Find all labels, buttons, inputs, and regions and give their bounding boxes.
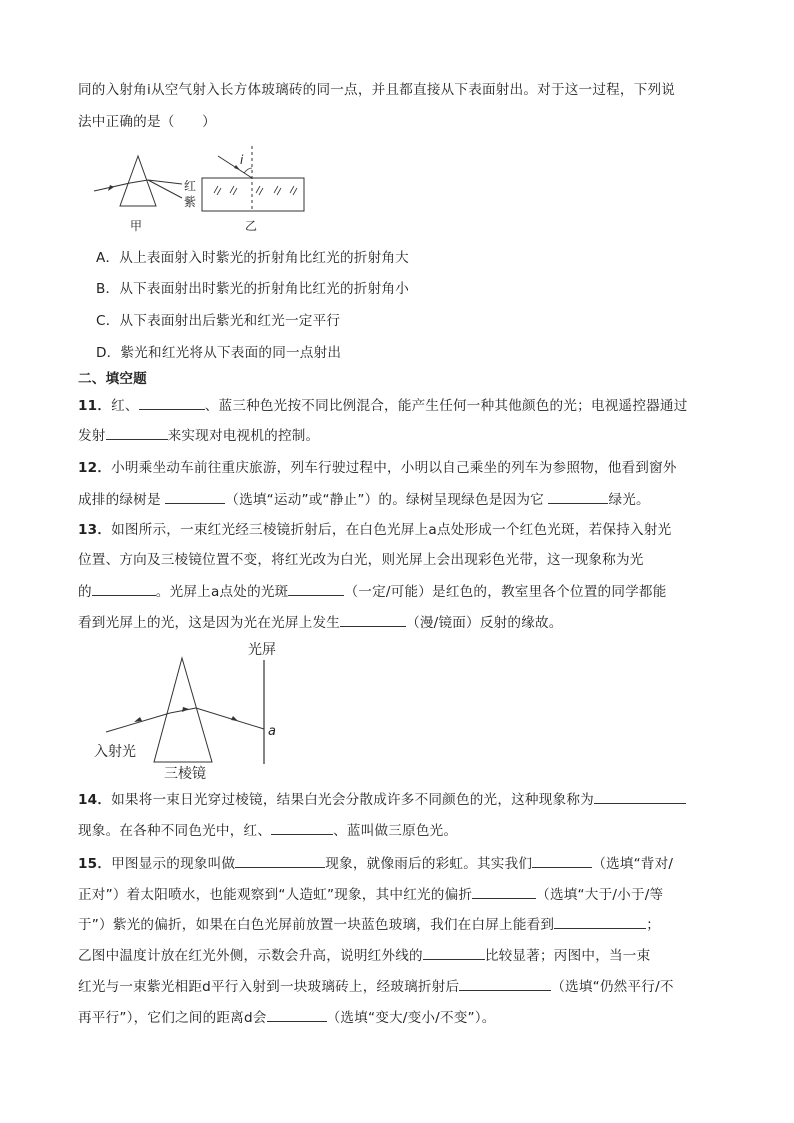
label-prism: 三棱镜 — [164, 766, 206, 782]
q14-line2: 现象。在各种不同色光中，红、 、蓝叫做三原色光。 — [78, 823, 458, 839]
q15-blank1[interactable] — [235, 854, 325, 868]
q14-blank1[interactable] — [594, 790, 686, 804]
q15-line5: 红光与一束紫光相距d平行入射到一块玻璃砖上，经玻璃折射后 （选填“仍然平行/不 — [78, 979, 674, 995]
label-i: i — [240, 153, 244, 167]
q15-blank7[interactable] — [267, 1008, 327, 1022]
q11-number: 11． — [78, 398, 112, 414]
q13-line1: 13．如图所示，一束红光经三棱镜折射后，在白色光屏上a点处形成一个红色光斑，若保持入射光 — [78, 522, 672, 538]
q13-line2: 位置、方向及三棱镜位置不变，将红光改为白光，则光屏上会出现彩色光带，这一现象称为光 — [78, 552, 644, 568]
q15-line6: 再平行”），它们之间的距离d会 （选填“变大/变小/不变”）。 — [78, 1010, 496, 1026]
q12-number: 12． — [78, 460, 112, 476]
q12-line1: 12．小明乘坐动车前往重庆旅游，列车行驶过程中，小明以自己乘坐的列车为参照物，他看到窗外 — [78, 460, 677, 476]
q13-blank3[interactable] — [340, 613, 406, 627]
q15-line4: 乙图中温度计放在红光外侧，示数会升高，说明红外线的 比较显著；丙图中，当一束 — [78, 948, 651, 964]
q10-figure — [90, 142, 320, 242]
incident-ray — [106, 713, 170, 732]
q15-blank2[interactable] — [532, 854, 592, 868]
q12-line2: 成排的绿树是 （选填“运动”或“静止”）的。绿树呈现绿色是因为它 绿光。 — [78, 492, 650, 508]
q15-blank6[interactable] — [459, 977, 551, 991]
red-ray — [148, 180, 182, 184]
label-incident: 入射光 — [94, 744, 136, 760]
q15-blank3[interactable] — [472, 885, 536, 899]
q13-line3: 的 。光屏上a点处的光斑 （一定/可能）是红色的，教室里各个位置的同学都能 — [78, 584, 667, 600]
label-red: 红 — [184, 179, 197, 193]
q15-line2: 正对”）着太阳喷水，也能观察到“人造虹”现象，其中红光的偏折 （选填“大于/小于/等 — [78, 887, 664, 903]
refracted-ray — [196, 708, 264, 729]
q10-option-a[interactable]: A．从上表面射入时紫光的折射角比红光的折射角大 — [96, 250, 409, 266]
q15-number: 15． — [78, 856, 112, 872]
q13-number: 13． — [78, 522, 112, 538]
q10-option-b[interactable]: B．从下表面射出时紫光的折射角比红光的折射角小 — [96, 281, 409, 297]
q12-blank2[interactable] — [548, 490, 608, 504]
label-purple: 紫 — [184, 195, 197, 209]
q15-line3: 于”）紫光的偏折，如果在白色光屏前放置一块蓝色玻璃，我们在白屏上能看到 ； — [78, 917, 661, 933]
label-yi: 乙 — [245, 219, 258, 233]
q10-option-c[interactable]: C．从下表面射出后紫光和红光一定平行 — [96, 313, 341, 329]
q14-number: 14． — [78, 792, 112, 808]
label-screen: 光屏 — [248, 642, 276, 658]
q11-line2: 发射 来实现对电视机的控制。 — [78, 428, 320, 444]
label-jia: 甲 — [130, 219, 143, 233]
q12-blank1[interactable] — [165, 490, 225, 504]
q14-blank2[interactable] — [271, 821, 333, 835]
q10-line2: 法中正确的是（ ） — [78, 114, 216, 130]
q10-option-d[interactable]: D．紫光和红光将从下表面的同一点射出 — [96, 345, 342, 361]
purple-ray — [148, 180, 182, 198]
section-title: 二、填空题 — [78, 371, 147, 387]
q10-line1: 同的入射角i从空气射入长方体玻璃砖的同一点，并且都直接从下表面射出。对于这一过程，下列说 — [78, 82, 676, 98]
q13-figure — [90, 636, 300, 784]
q13-blank2[interactable] — [288, 582, 344, 596]
q15-line1: 15．甲图显示的现象叫做 现象，就像雨后的彩虹。其实我们 （选填“背对/ — [78, 856, 674, 872]
q11-line1: 11．红、 、蓝三种色光按不同比例混合，能产生任何一种其他颜色的光；电视遥控器通过 — [78, 398, 688, 414]
q13-blank1[interactable] — [92, 582, 156, 596]
q14-line1: 14．如果将一束日光穿过棱镜，结果白光会分散成许多不同颜色的光，这种现象称为 — [78, 790, 728, 809]
q11-blank1[interactable] — [139, 396, 205, 410]
q15-blank4[interactable] — [554, 915, 646, 929]
q13-line4: 看到光屏上的光，这是因为光在光屏上发生 （漫/镜面）反射的缘故。 — [78, 615, 563, 631]
q15-blank5[interactable] — [423, 946, 485, 960]
q11-blank2[interactable] — [106, 426, 168, 440]
label-a: a — [268, 724, 276, 739]
